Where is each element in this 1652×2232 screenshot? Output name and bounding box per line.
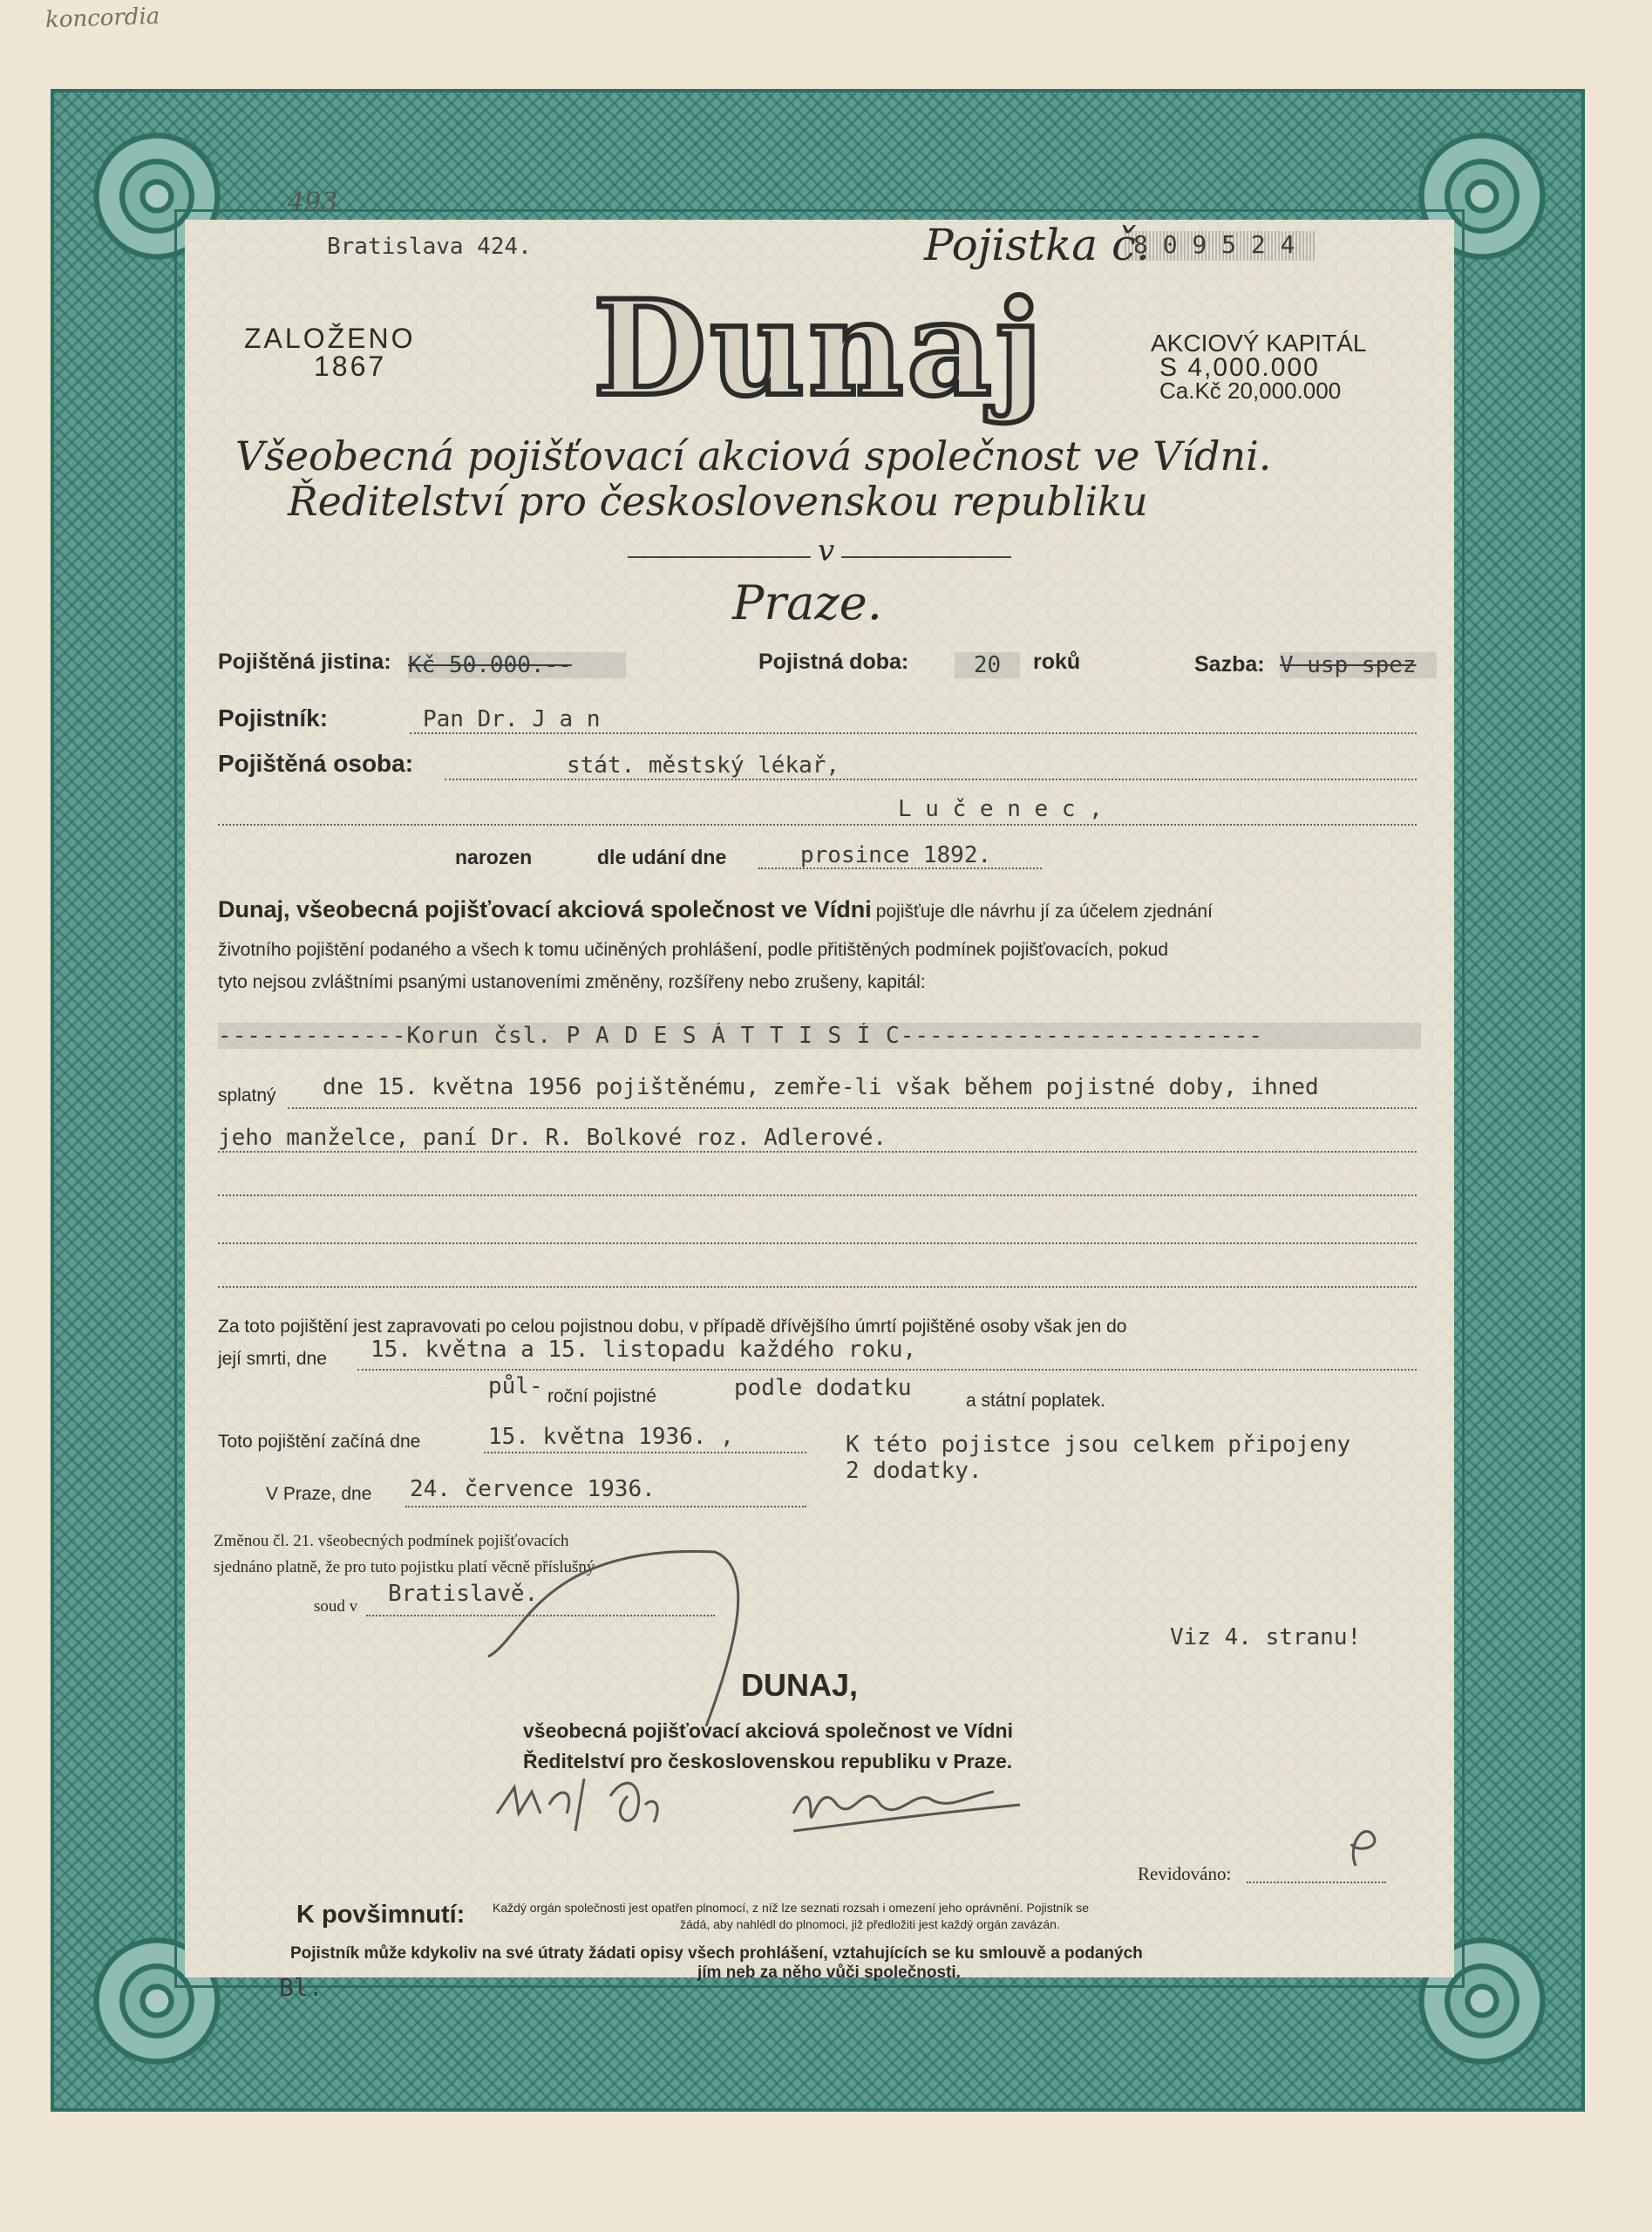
soud-label: soud v (314, 1597, 358, 1616)
doba-unit: roků (1033, 650, 1081, 674)
company-subtitle-1: Všeobecná pojišťovací akciová společnost ve Vídni. (235, 432, 1272, 480)
zmena-line-1: Změnou čl. 21. všeobecných podmínek pojišťovacích (214, 1532, 569, 1550)
v-praze-line (405, 1506, 806, 1507)
para2-line1: Za toto pojištění jest zapravovati po celou pojistnou dobu, v případě dřívějšího úmrtí pojištěné osoby však jen do (218, 1317, 1127, 1337)
paragraph-1 (218, 896, 1421, 923)
notice-bold-1: Pojistník může kdykoliv na své útraty žádati opisy všech prohlášení, vztahujících se ku smlouvě a podaných (290, 1944, 1143, 1963)
osoba-city: L u č e n e c , (898, 796, 1103, 822)
capital-label: AKCIOVÝ KAPITÁL (1151, 330, 1367, 357)
dodatky-line-2: 2 dodatky. (846, 1458, 982, 1484)
founded-year: 1867 (314, 350, 387, 382)
revidovano-label: Revidováno: (1138, 1863, 1232, 1884)
policy-label: Pojistka č. (924, 220, 1150, 270)
blank-line-2 (218, 1242, 1417, 1244)
notice-small-1: Každý orgán společnosti jest opatřen plnomocí, z níž lze seznati rozsah i omezení jeho oprávnění. Pojistník se (493, 1901, 1090, 1915)
doba-label: Pojistná doba: (758, 650, 909, 674)
narozen-label: narozen (455, 846, 533, 868)
zacina-line (484, 1452, 806, 1453)
corner-handwritten-note: koncordia (44, 3, 160, 34)
handwritten-number: 493 (288, 187, 338, 218)
signature-line-2: Ředitelství pro československou republiku v Praze. (523, 1750, 1013, 1773)
splatny-label: splatný (218, 1085, 276, 1106)
udani-label: dle udání dne (597, 846, 727, 868)
left-reference: Bratislava 424. (327, 234, 532, 260)
para1-line2: životního pojištění podaného a všech k tomu učiněných prohlášení, podle přitištěných podmínek pojišťovacích, pokud (218, 940, 1169, 960)
statni-poplatek: a státní poplatek. (966, 1391, 1105, 1411)
splatny-line-2 (218, 1151, 1417, 1153)
blank-line-3 (218, 1286, 1417, 1288)
narozen-value: prosince 1892. (800, 842, 992, 868)
pul-value: půl- (488, 1373, 543, 1399)
form-code: Bl. (279, 1973, 323, 2002)
company-subtitle-2: Ředitelství pro československou republiku (288, 478, 1148, 525)
sazba-label: Sazba: (1194, 652, 1265, 677)
capital-s: S 4,000.000 (1159, 353, 1320, 382)
doba-value: 20 (955, 652, 1020, 678)
sazba-value: V usp spez (1280, 652, 1437, 678)
osoba-line (445, 779, 1417, 780)
jistina-label: Pojištěná jistina: (218, 650, 391, 674)
signature-line-1: všeobecná pojišťovací akciová společnost ve Vídni (523, 1719, 1013, 1742)
pojistnik-value: Pan Dr. J a n (423, 706, 601, 732)
zacina-value: 15. května 1936. , (488, 1424, 734, 1450)
zacina-label: Toto pojištění začíná dne (218, 1432, 421, 1452)
pojistnik-line (410, 732, 1417, 734)
subtitle-v: v (811, 534, 841, 568)
para2-prefix: její smrti, dne (218, 1349, 327, 1369)
osoba-value: stát. městský lékař, (567, 752, 840, 779)
rocni-label: roční pojistné (547, 1386, 656, 1406)
notice-bold-2: jím neb za něho vůči společnosti. (697, 1963, 961, 1982)
splatny-text-1: dne 15. května 1956 pojištěnému, zemře-li však během pojistné doby, ihned (323, 1074, 1319, 1100)
revision-initial (1338, 1818, 1390, 1879)
para2-line (357, 1369, 1417, 1371)
brand-logo (567, 272, 1072, 425)
v-praze-value: 24. července 1936. (410, 1476, 656, 1502)
signature-title: DUNAJ, (741, 1667, 859, 1703)
para1-line3: tyto nejsou zvláštními psanými ustanoveními změněny, rozšířeny nebo zrušeny, kapitál: (218, 972, 926, 992)
dodatky-line-1: K této pojistce jsou celkem připojeny (846, 1432, 1351, 1458)
podle-dodatku: podle dodatku (734, 1375, 912, 1401)
notice-title: K povšimnutí: (296, 1901, 466, 1929)
soud-value: Bratislavě. (388, 1581, 539, 1607)
osoba-line-2 (218, 824, 1417, 826)
founded-label: ZALOŽENO (244, 323, 416, 354)
osoba-label: Pojištěná osoba: (218, 750, 414, 777)
splatny-line-1 (288, 1107, 1417, 1109)
jistina-value: Kč 50.000.-- (408, 652, 626, 678)
city-title: Praze. (732, 575, 882, 630)
revidovano-line (1247, 1882, 1386, 1883)
blank-line-1 (218, 1194, 1417, 1196)
para1-rest: pojišťuje dle návrhu jí za účelem zjednání (875, 902, 1213, 922)
company-name-bold: Dunaj, všeobecná pojišťovací akciová společnost ve Vídni (218, 896, 872, 922)
notice-small-2: žádá, aby nahlédl do plnomoci, již předložiti jest každý orgán zavázán. (680, 1917, 1060, 1931)
policy-number: 8 0 9 5 2 4 (1133, 230, 1295, 259)
brand-wordmark: Dunaj (593, 272, 1046, 425)
para2-value: 15. května a 15. listopadu každého roku, (371, 1337, 917, 1363)
zmena-line-2: sjednáno platně, že pro tuto pojistku platí věcně příslušný (214, 1558, 595, 1576)
handwritten-signatures (471, 1517, 1098, 1866)
pojistnik-label: Pojistník: (218, 704, 329, 732)
capital-kc: Ca.Kč 20,000.000 (1159, 378, 1342, 404)
viz-note: Viz 4. stranu! (1170, 1624, 1362, 1650)
v-praze-label: V Praze, dne (266, 1484, 372, 1504)
splatny-text-2: jeho manželce, paní Dr. R. Bolkové roz. Adlerové. (218, 1125, 887, 1151)
capital-amount-line: -------------Korun čsl. P A D E S Á T T I S Í C------------------------- (218, 1023, 1421, 1049)
